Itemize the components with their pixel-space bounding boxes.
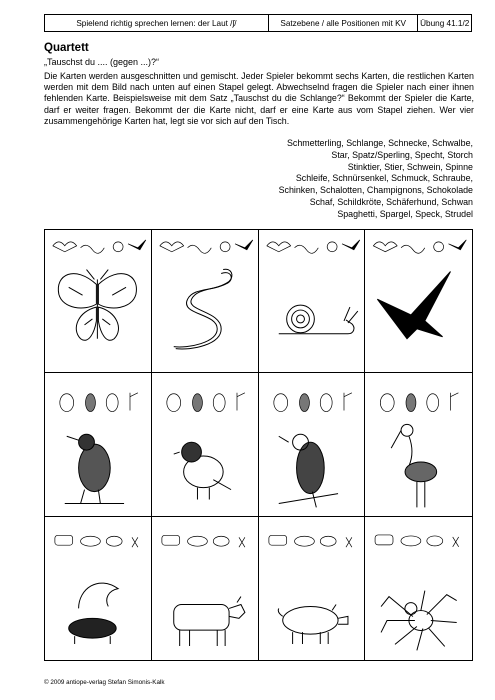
worksheet-header bbox=[44, 14, 472, 32]
bull-icon bbox=[152, 517, 258, 660]
card-header-icons bbox=[268, 535, 351, 547]
pig-icon bbox=[259, 517, 365, 660]
word-line: Spaghetti, Spargel, Speck, Strudel bbox=[337, 208, 473, 219]
card-header-icons bbox=[60, 393, 138, 412]
snail-icon bbox=[259, 230, 365, 372]
header-exercise-number: Übung 41.1/2 bbox=[420, 18, 470, 28]
spider-icon bbox=[365, 517, 472, 660]
card-woodpecker bbox=[259, 373, 366, 516]
card-header-icons bbox=[167, 393, 245, 412]
word-line: Schmetterling, Schlange, Schnecke, Schwalbe, bbox=[287, 138, 473, 148]
card-header-icons bbox=[266, 240, 359, 253]
card-snake bbox=[152, 230, 259, 373]
starling-icon bbox=[45, 373, 151, 515]
card-header-icons bbox=[55, 535, 138, 547]
card-stork bbox=[365, 373, 472, 516]
card-header-icons bbox=[374, 240, 467, 253]
word-line: Schaf, Schildkröte, Schäferhund, Schwan bbox=[309, 196, 473, 207]
page-title: Quartett bbox=[44, 42, 89, 54]
card-header-icons bbox=[273, 393, 351, 412]
word-line: Schleife, Schnürsenkel, Schmuck, Schraube, bbox=[295, 173, 473, 184]
header-topic: Spielend richtig sprechen lernen: der Laut /ʃ/ bbox=[45, 15, 269, 31]
card-header-icons bbox=[375, 535, 459, 547]
card-swallow bbox=[365, 230, 472, 373]
card-butterfly bbox=[45, 230, 152, 373]
card-sparrow bbox=[152, 373, 259, 516]
card-header-icons bbox=[162, 535, 245, 547]
example-question: „Tauschst du .... (gegen ...)?“ bbox=[44, 57, 160, 67]
card-header-icons bbox=[160, 240, 253, 253]
snake-icon bbox=[152, 230, 258, 372]
word-line: Schinken, Schalotten, Champignons, Schokolade bbox=[278, 185, 473, 196]
card-pig bbox=[259, 517, 366, 660]
skunk-icon bbox=[45, 517, 151, 660]
card-header-icons bbox=[53, 240, 146, 253]
card-starling bbox=[45, 373, 152, 516]
card-snail bbox=[259, 230, 366, 373]
stork-icon bbox=[365, 373, 472, 515]
word-line: Stinktier, Stier, Schwein, Spinne bbox=[347, 161, 473, 172]
header-level: Satzebene / alle Positionen mit KV bbox=[269, 15, 419, 31]
woodpecker-icon bbox=[259, 373, 365, 515]
quartet-card-grid bbox=[44, 229, 473, 661]
card-header-icons bbox=[381, 393, 459, 412]
sparrow-icon bbox=[152, 373, 258, 515]
card-spider bbox=[365, 517, 472, 660]
word-line: Star, Spatz/Sperling, Specht, Storch bbox=[331, 149, 473, 160]
swallow-icon bbox=[365, 230, 472, 372]
instructions-paragraph: Die Karten werden ausgeschnitten und gemischt. Jeder Spieler bekommt sechs Karten, die restlichen Karten werden mit dem Bild nach unten auf einen Stapel gelegt. Abwechselnd fragen die Spieler nach einer ihnen fehlenden Karte. Beispielsweise mit dem Satz „Tauschst du die Schlange?“ Bekommt der Spieler die Karte, darf er weiter fragen. Bekommt der die Karte nicht, darf er eine Karte aus vom Stapel ziehen. Wer vier zusammengehörige Karten hat, legt sie vor sich auf den Tisch. bbox=[44, 71, 474, 126]
copyright-footer: © 2009 antiope-verlag Stefan Simonis-Kalk bbox=[44, 679, 165, 686]
word-list bbox=[153, 138, 473, 221]
butterfly-icon bbox=[45, 230, 151, 372]
card-bull bbox=[152, 517, 259, 660]
card-skunk bbox=[45, 517, 152, 660]
